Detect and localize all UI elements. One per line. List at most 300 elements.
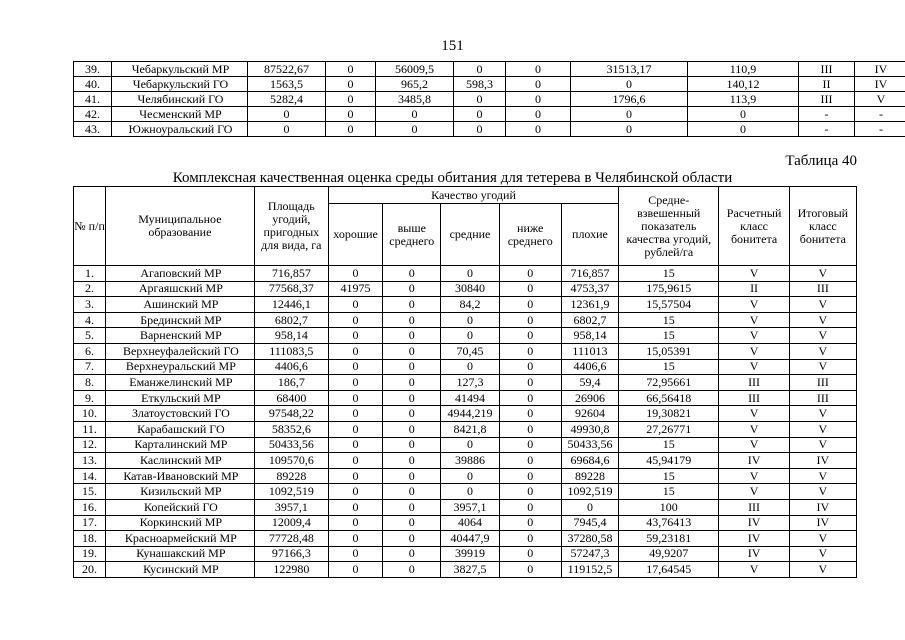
table-cell: 0 — [328, 266, 382, 282]
row-number: 20. — [74, 562, 106, 578]
table-cell: 0 — [328, 468, 382, 484]
table-cell: 100 — [619, 499, 719, 515]
table-cell: 127,3 — [441, 375, 499, 391]
row-number: 15. — [74, 484, 106, 500]
table-cell: 12446,1 — [254, 297, 328, 313]
table-cell: 1563,5 — [248, 77, 326, 92]
row-number: 11. — [74, 421, 106, 437]
table-cell: 0 — [383, 484, 441, 500]
header-poor: плохие — [561, 204, 618, 266]
table-cell: 0 — [499, 406, 561, 422]
table-cell: II — [799, 77, 855, 92]
table-cell: V — [789, 406, 856, 422]
table-cell: 0 — [383, 312, 441, 328]
row-number: 16. — [74, 499, 106, 515]
table-row — [74, 77, 905, 92]
table-cell: 0 — [454, 122, 506, 137]
table-cell: 49,9207 — [619, 546, 719, 562]
row-number: 12. — [74, 437, 106, 453]
municipality-name: Карталинский МР — [106, 437, 255, 453]
table-cell: 0 — [499, 453, 561, 469]
table-row — [74, 421, 857, 437]
table-cell: 89228 — [561, 468, 618, 484]
header-average: средние — [441, 204, 499, 266]
table-row — [74, 499, 857, 515]
table-cell: V — [789, 468, 856, 484]
table-cell: V — [789, 484, 856, 500]
table-cell: 0 — [328, 546, 382, 562]
table-cell: 0 — [506, 122, 571, 137]
table-cell: 15 — [619, 468, 719, 484]
table-cell: 0 — [499, 437, 561, 453]
table-cell: 0 — [499, 375, 561, 391]
table-cell: V — [719, 421, 789, 437]
table-cell: 958,14 — [561, 328, 618, 344]
table-cell: 0 — [383, 297, 441, 313]
table-cell: 0 — [328, 328, 382, 344]
table-cell: IV — [719, 546, 789, 562]
table-cell: III — [719, 499, 789, 515]
table-cell: 0 — [441, 359, 499, 375]
municipality-name: Копейский ГО — [106, 499, 255, 515]
table-cell: 3957,1 — [254, 499, 328, 515]
table-cell: V — [789, 312, 856, 328]
table-cell: 0 — [383, 531, 441, 547]
table-cell: III — [799, 62, 855, 77]
table-cell: - — [799, 122, 855, 137]
table-cell: 0 — [499, 328, 561, 344]
table-cell: 0 — [383, 359, 441, 375]
municipality-name: Чесменский МР — [112, 107, 248, 122]
table-row — [74, 297, 857, 313]
table-cell: 0 — [328, 312, 382, 328]
row-number: 41. — [74, 92, 112, 107]
table-cell: IV — [855, 77, 905, 92]
table-cell: 0 — [328, 562, 382, 578]
table-cell: 113,9 — [688, 92, 799, 107]
table-cell: 140,12 — [688, 77, 799, 92]
table-cell: 69684,6 — [561, 453, 618, 469]
table-cell: 0 — [499, 468, 561, 484]
table-cell: 0 — [383, 468, 441, 484]
table-cell: 0 — [499, 499, 561, 515]
table-cell: 50433,56 — [561, 437, 618, 453]
table-cell: 84,2 — [441, 297, 499, 313]
table-cell: 15 — [619, 312, 719, 328]
row-number: 8. — [74, 375, 106, 391]
table-cell: 0 — [328, 499, 382, 515]
table-cell: 5282,4 — [248, 92, 326, 107]
table-cell: 0 — [499, 266, 561, 282]
table-cell: 70,45 — [441, 343, 499, 359]
table-cell: V — [789, 266, 856, 282]
header-area: Площадь угодий, пригодных для вида, га — [254, 187, 328, 266]
table-cell: 3957,1 — [441, 499, 499, 515]
table-cell: 0 — [383, 546, 441, 562]
header-num: № п/п — [74, 187, 106, 266]
table-cell: 0 — [499, 312, 561, 328]
table-cell: 15 — [619, 437, 719, 453]
table-cell: 97166,3 — [254, 546, 328, 562]
table-cell: 0 — [376, 122, 454, 137]
table-cell: 17,64545 — [619, 562, 719, 578]
table-row — [74, 390, 857, 406]
row-number: 39. — [74, 62, 112, 77]
table-cell: - — [855, 107, 905, 122]
table-cell: 4406,6 — [561, 359, 618, 375]
row-number: 10. — [74, 406, 106, 422]
table-row — [74, 343, 857, 359]
table-cell: 716,857 — [254, 266, 328, 282]
municipality-name: Верхнеуральский МР — [106, 359, 255, 375]
table-row — [74, 359, 857, 375]
page-number: 151 — [441, 38, 464, 54]
table-cell: IV — [789, 453, 856, 469]
table-cell: 0 — [506, 107, 571, 122]
table-cell: 6802,7 — [254, 312, 328, 328]
table-cell: 958,14 — [254, 328, 328, 344]
habitat-quality-table — [73, 186, 857, 578]
table-cell: 7945,4 — [561, 515, 618, 531]
table-cell: 0 — [383, 375, 441, 391]
table-cell: 77728,48 — [254, 531, 328, 547]
table-cell: 0 — [441, 484, 499, 500]
table-cell: 97548,22 — [254, 406, 328, 422]
table-cell: 15,05391 — [619, 343, 719, 359]
table-cell: 111083,5 — [254, 343, 328, 359]
table-cell: 0 — [383, 453, 441, 469]
table-cell: 50433,56 — [254, 437, 328, 453]
table-title: Комплексная качественная оценка среды обитания для тетерева в Челябинской области — [172, 170, 733, 186]
table-cell: 59,23181 — [619, 531, 719, 547]
row-number: 43. — [74, 122, 112, 137]
table-cell: 26906 — [561, 390, 618, 406]
table-cell: 0 — [499, 562, 561, 578]
table-cell: 0 — [376, 107, 454, 122]
table-cell: 1796,6 — [571, 92, 688, 107]
table-cell: 0 — [328, 343, 382, 359]
table-cell: V — [719, 562, 789, 578]
table-row — [74, 437, 857, 453]
table-cell: 965,2 — [376, 77, 454, 92]
table-cell: V — [719, 437, 789, 453]
table-cell: 15 — [619, 266, 719, 282]
table-cell: 0 — [328, 531, 382, 547]
table-cell: 31513,17 — [571, 62, 688, 77]
table-cell: 0 — [383, 328, 441, 344]
row-number: 40. — [74, 77, 112, 92]
municipality-name: Кунашакский МР — [106, 546, 255, 562]
table-cell: 1092,519 — [254, 484, 328, 500]
table-cell: 0 — [499, 484, 561, 500]
table-cell: V — [789, 546, 856, 562]
table-cell: 0 — [561, 499, 618, 515]
table-cell: 3485,8 — [376, 92, 454, 107]
header-calc-class: Расчетный класс бонитета — [719, 187, 789, 266]
header-municipality: Муниципальное образование — [106, 187, 255, 266]
table-cell: 4406,6 — [254, 359, 328, 375]
municipality-name: Каслинский МР — [106, 453, 255, 469]
table-row — [74, 266, 857, 282]
table-cell: 0 — [328, 453, 382, 469]
table-cell: 89228 — [254, 468, 328, 484]
table-cell: III — [799, 92, 855, 107]
table-cell: - — [799, 107, 855, 122]
table-cell: V — [719, 406, 789, 422]
table-cell: 39886 — [441, 453, 499, 469]
table-cell: 15,57504 — [619, 297, 719, 313]
row-number: 19. — [74, 546, 106, 562]
table-row — [74, 484, 857, 500]
table-cell: 0 — [499, 421, 561, 437]
table-cell: 0 — [571, 122, 688, 137]
header-final-class: Итоговый класс бонитета — [789, 187, 856, 266]
table-cell: 0 — [441, 437, 499, 453]
table-cell: V — [789, 297, 856, 313]
table-cell: 0 — [326, 107, 376, 122]
municipality-name: Чебаркульский МР — [112, 62, 248, 77]
table-cell: 0 — [499, 515, 561, 531]
table-cell: 43,76413 — [619, 515, 719, 531]
municipality-name: Варненский МР — [106, 328, 255, 344]
table-cell: 0 — [328, 437, 382, 453]
table-cell: V — [789, 562, 856, 578]
table-cell: 0 — [383, 390, 441, 406]
table-cell: V — [719, 343, 789, 359]
table-cell: IV — [789, 515, 856, 531]
table-cell: 59,4 — [561, 375, 618, 391]
table-cell: 716,857 — [561, 266, 618, 282]
table-cell: 3827,5 — [441, 562, 499, 578]
table-cell: 77568,37 — [254, 281, 328, 297]
municipality-name: Верхнеуфалейский ГО — [106, 343, 255, 359]
table-cell: III — [789, 281, 856, 297]
table-cell: 57247,3 — [561, 546, 618, 562]
table-cell: 186,7 — [254, 375, 328, 391]
table-row — [74, 531, 857, 547]
table-cell: 0 — [506, 62, 571, 77]
row-number: 18. — [74, 531, 106, 547]
table-cell: 0 — [328, 359, 382, 375]
table-row — [74, 468, 857, 484]
table-cell: 4753,37 — [561, 281, 618, 297]
table-cell: 12361,9 — [561, 297, 618, 313]
table-cell: 45,94179 — [619, 453, 719, 469]
municipality-name: Брединский МР — [106, 312, 255, 328]
table-row — [74, 107, 905, 122]
table-cell: 30840 — [441, 281, 499, 297]
table-cell: V — [719, 359, 789, 375]
table-cell: V — [719, 468, 789, 484]
table-cell: 0 — [383, 281, 441, 297]
table-cell: V — [789, 343, 856, 359]
table-cell: 0 — [441, 266, 499, 282]
table-cell: 0 — [499, 390, 561, 406]
table-cell: 122980 — [254, 562, 328, 578]
table-cell: 0 — [383, 562, 441, 578]
header-above-average: выше среднего — [383, 204, 441, 266]
table-cell: 0 — [248, 122, 326, 137]
row-number: 9. — [74, 390, 106, 406]
table-cell: 0 — [328, 390, 382, 406]
table-cell: 0 — [328, 515, 382, 531]
table-cell: 119152,5 — [561, 562, 618, 578]
table-cell: III — [719, 375, 789, 391]
table-row — [74, 92, 905, 107]
table-cell: V — [789, 421, 856, 437]
municipality-name: Карабашский ГО — [106, 421, 255, 437]
table-cell: IV — [719, 531, 789, 547]
municipality-name: Южноуральский ГО — [112, 122, 248, 137]
municipality-name: Челябинский ГО — [112, 92, 248, 107]
municipality-name: Златоустовский ГО — [106, 406, 255, 422]
municipality-name: Катав-Ивановский МР — [106, 468, 255, 484]
table-cell: 0 — [688, 107, 799, 122]
municipality-name: Коркинский МР — [106, 515, 255, 531]
table-cell: V — [719, 328, 789, 344]
table-cell: V — [719, 312, 789, 328]
table-cell: 15 — [619, 484, 719, 500]
table-cell: 0 — [499, 531, 561, 547]
table-cell: 0 — [328, 297, 382, 313]
table-cell: 0 — [383, 343, 441, 359]
table-cell: III — [789, 390, 856, 406]
table-cell: 12009,4 — [254, 515, 328, 531]
table-cell: 0 — [499, 297, 561, 313]
table-cell: 72,95661 — [619, 375, 719, 391]
municipality-name: Агаповский МР — [106, 266, 255, 282]
table-cell: 0 — [328, 421, 382, 437]
table-cell: 0 — [383, 515, 441, 531]
municipality-name: Еманжелинский МР — [106, 375, 255, 391]
table-cell: 56009,5 — [376, 62, 454, 77]
municipality-name: Кизильский МР — [106, 484, 255, 500]
table-row — [74, 562, 857, 578]
table-cell: 19,30821 — [619, 406, 719, 422]
table-cell: 68400 — [254, 390, 328, 406]
header-quality-group: Качество угодий — [328, 187, 618, 204]
table-cell: 1092,519 — [561, 484, 618, 500]
table-cell: 0 — [688, 122, 799, 137]
table-cell: IV — [789, 499, 856, 515]
table-row — [74, 122, 905, 137]
row-number: 4. — [74, 312, 106, 328]
municipality-name: Еткульский МР — [106, 390, 255, 406]
table-cell: V — [719, 484, 789, 500]
table-cell: 0 — [454, 92, 506, 107]
table-cell: 0 — [454, 107, 506, 122]
table-row — [74, 406, 857, 422]
table-row — [74, 546, 857, 562]
table-cell: V — [789, 531, 856, 547]
table-cell: V — [719, 266, 789, 282]
table-cell: 58352,6 — [254, 421, 328, 437]
table-cell: 0 — [326, 62, 376, 77]
table-cell: 0 — [499, 281, 561, 297]
table-cell: 15 — [619, 359, 719, 375]
header-below-average: ниже среднего — [499, 204, 561, 266]
table-label: Таблица 40 — [785, 153, 857, 169]
table-cell: 15 — [619, 328, 719, 344]
header-good: хорошие — [328, 204, 382, 266]
table-cell: 39919 — [441, 546, 499, 562]
table-row — [74, 62, 905, 77]
table-cell: 0 — [441, 328, 499, 344]
row-number: 14. — [74, 468, 106, 484]
row-number: 1. — [74, 266, 106, 282]
table-cell: 37280,58 — [561, 531, 618, 547]
row-number: 6. — [74, 343, 106, 359]
table-cell: V — [855, 92, 905, 107]
table-cell: 0 — [248, 107, 326, 122]
table-cell: 0 — [571, 77, 688, 92]
table-cell: 0 — [383, 499, 441, 515]
table-row — [74, 281, 857, 297]
row-number: 13. — [74, 453, 106, 469]
table-row — [74, 375, 857, 391]
table-cell: V — [789, 359, 856, 375]
table-cell: IV — [719, 453, 789, 469]
municipality-name: Кусинский МР — [106, 562, 255, 578]
table-cell: 4944,219 — [441, 406, 499, 422]
table-row — [74, 312, 857, 328]
table-cell: 0 — [441, 312, 499, 328]
row-number: 17. — [74, 515, 106, 531]
header-weighted: Средне-взвешенный показатель качества угодий, рублей/га — [619, 187, 719, 266]
table-cell: 49930,8 — [561, 421, 618, 437]
municipality-name: Ашинский МР — [106, 297, 255, 313]
continued-table — [73, 61, 905, 137]
table-cell: 0 — [383, 406, 441, 422]
row-number: 42. — [74, 107, 112, 122]
table-cell: 0 — [383, 421, 441, 437]
table-cell: 27,26771 — [619, 421, 719, 437]
table-cell: 92604 — [561, 406, 618, 422]
table-cell: 0 — [328, 375, 382, 391]
table-cell: V — [719, 297, 789, 313]
table-cell: IV — [719, 515, 789, 531]
table-cell: 0 — [441, 468, 499, 484]
table-cell: 87522,67 — [248, 62, 326, 77]
table-cell: 0 — [326, 77, 376, 92]
table-cell: 0 — [383, 266, 441, 282]
row-number: 3. — [74, 297, 106, 313]
table-cell: 0 — [506, 92, 571, 107]
table-cell: - — [855, 122, 905, 137]
table-row — [74, 515, 857, 531]
table-row — [74, 453, 857, 469]
row-number: 2. — [74, 281, 106, 297]
table-cell: V — [789, 437, 856, 453]
table-cell: 0 — [454, 62, 506, 77]
table-cell: 40447,9 — [441, 531, 499, 547]
row-number: 5. — [74, 328, 106, 344]
table-cell: 0 — [328, 406, 382, 422]
table-cell: 0 — [499, 343, 561, 359]
table-cell: 0 — [499, 359, 561, 375]
row-number: 7. — [74, 359, 106, 375]
table-cell: 0 — [383, 437, 441, 453]
table-cell: 175,9615 — [619, 281, 719, 297]
table-cell: 0 — [326, 122, 376, 137]
table-cell: 0 — [506, 77, 571, 92]
table-cell: III — [789, 375, 856, 391]
table-row — [74, 328, 857, 344]
table-cell: 0 — [328, 484, 382, 500]
municipality-name: Чебаркульский ГО — [112, 77, 248, 92]
table-cell: III — [719, 390, 789, 406]
table-cell: 8421,8 — [441, 421, 499, 437]
